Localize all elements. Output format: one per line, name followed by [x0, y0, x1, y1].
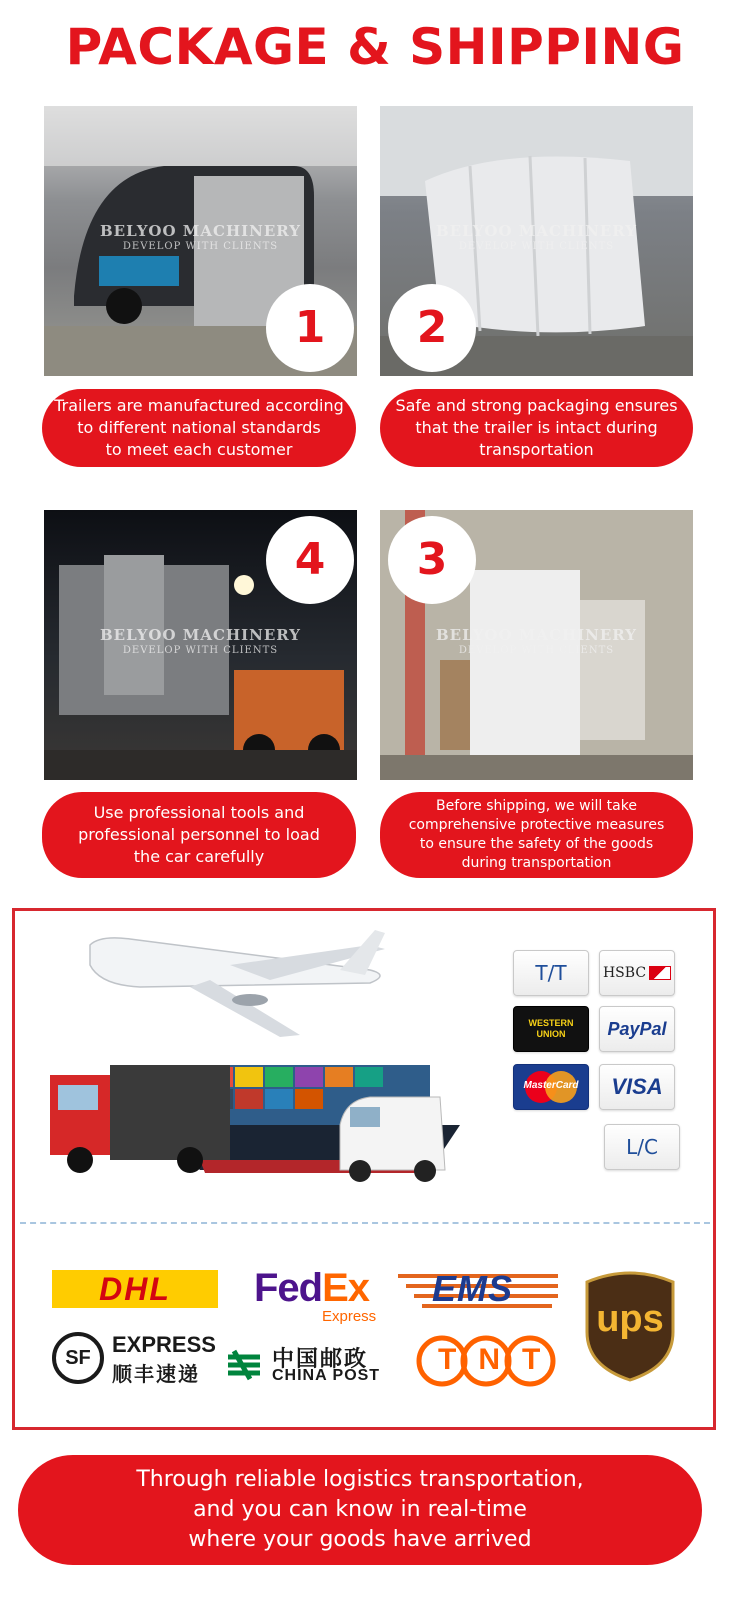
- payment-tt-logo: T/T: [513, 950, 589, 996]
- ups-logo: ups: [583, 1270, 677, 1382]
- step-number-badge: 3: [388, 516, 476, 604]
- step-caption: Use professional tools and professional personnel to load the car carefully: [42, 792, 356, 878]
- step-caption: Safe and strong packaging ensures that the trailer is intact during transportation: [380, 389, 693, 467]
- tnt-logo: TNT: [416, 1335, 556, 1387]
- payment-western-union-logo: WESTERN UNION: [513, 1006, 589, 1052]
- step-number-badge: 4: [266, 516, 354, 604]
- fedex-logo: FedEx Express: [254, 1266, 377, 1325]
- watermark: BELYOO MACHINERY DEVELOP WITH CLIENTS: [100, 626, 301, 656]
- transport-illustration: [40, 925, 490, 1195]
- photo-loading-forklift: [44, 510, 357, 780]
- payment-lc-logo: L/C: [604, 1124, 680, 1170]
- watermark: BELYOO MACHINERY DEVELOP WITH CLIENTS: [436, 626, 637, 656]
- dhl-logo: DHL: [52, 1270, 218, 1308]
- payment-hsbc-logo: HSBC: [599, 950, 675, 996]
- step-number-badge: 1: [266, 284, 354, 372]
- divider: [20, 1222, 710, 1224]
- page-title: PACKAGE & SHIPPING: [65, 18, 685, 76]
- photo-trailer-manufacturing: [44, 106, 357, 376]
- china-post-logo: 中国邮政 CHINA POST: [224, 1342, 392, 1388]
- bottom-banner: Through reliable logistics transportation, and you can know in real-time where your goods have arrived: [18, 1455, 702, 1565]
- ems-logo: EMS: [398, 1270, 558, 1310]
- watermark: BELYOO MACHINERY DEVELOP WITH CLIENTS: [100, 222, 301, 252]
- photo-container-secured: [380, 510, 693, 780]
- step-caption: Before shipping, we will take comprehensive protective measures to ensure the safety of the goods during transportation: [380, 792, 693, 878]
- hsbc-hexagon-icon: [649, 966, 671, 980]
- step-number-badge: 2: [388, 284, 476, 372]
- sf-express-logo: SF EXPRESS 顺丰速递: [52, 1330, 212, 1388]
- step-caption: Trailers are manufactured according to different national standards to meet each customer: [42, 389, 356, 467]
- photo-trailer-packaging: [380, 106, 693, 376]
- watermark: BELYOO MACHINERY DEVELOP WITH CLIENTS: [436, 222, 637, 252]
- payment-mastercard-logo: MasterCard: [513, 1064, 589, 1110]
- china-post-icon: [224, 1345, 264, 1385]
- payment-visa-logo: VISA: [599, 1064, 675, 1110]
- payment-paypal-logo: PayPal: [599, 1006, 675, 1052]
